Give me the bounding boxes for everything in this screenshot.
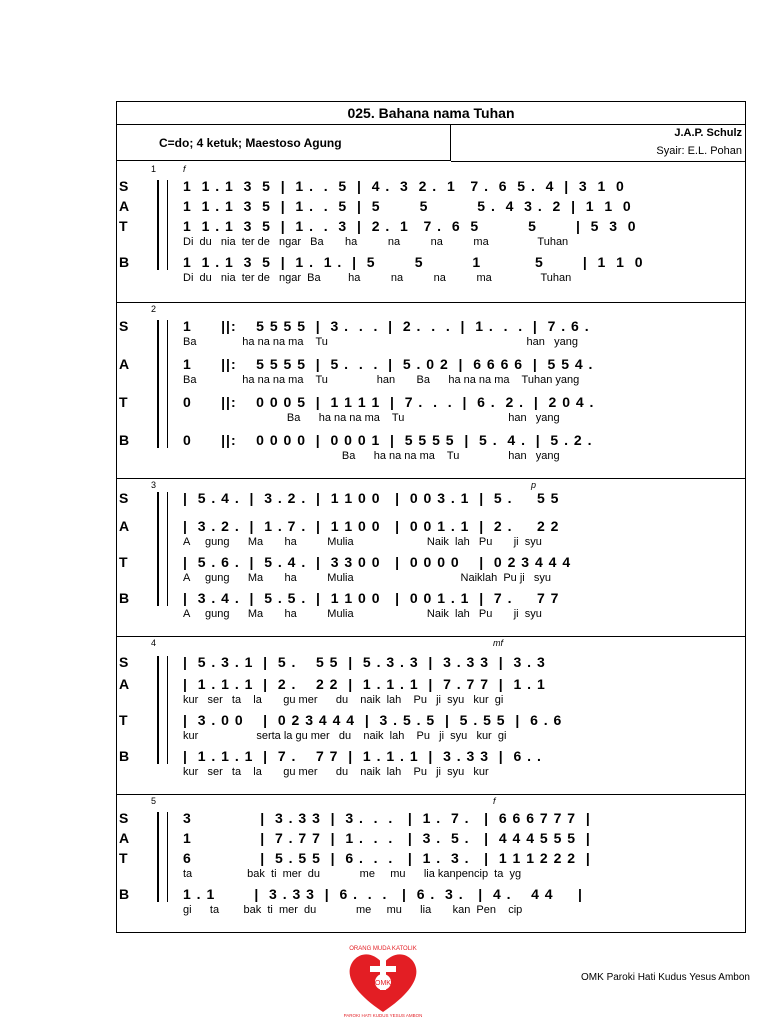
logo-top-text: ORANG MUDA KATOLIK — [349, 946, 417, 952]
notation-line: 1 | 7 . 7 7 | 1 . . . | 3 . 5 . | 4 4 4 5 5 5 | — [183, 830, 591, 846]
lyrics-line: A gung Ma ha Mulia Naik lah Pu ji syu — [183, 536, 542, 548]
voice-label: S — [119, 318, 129, 334]
voice-label: B — [119, 886, 130, 902]
song-title: 025. Bahana nama Tuhan — [117, 102, 745, 125]
notation-line: | 3 . 0 0 | 0 2 3 4 4 4 | 3 . 5 . 5 | 5 . 5 5 | 6 . 6 — [183, 712, 563, 728]
notation-line: 1 1 . 1 3 5 | 1 . . 5 | 4 . 3 2 . 1 7 . 6 5 . 4 | 3 1 0 — [183, 178, 625, 194]
voice-label: T — [119, 394, 128, 410]
notation-line: | 5 . 4 . | 3 . 2 . | 1 1 0 0 | 0 0 3 . 1 | 5 . 5 5 — [183, 490, 560, 506]
notation-line: 1 . 1 | 3 . 3 3 | 6 . . . | 6 . 3 . | 4 . 4 4 | — [183, 886, 583, 902]
lyrics-line: Di du nia ter de ngar Ba ha na na ma Tuhan — [183, 236, 569, 248]
system-brace — [157, 492, 168, 606]
score-system-4 — [117, 636, 745, 795]
notation-line: 1 1 . 1 3 5 | 1 . 1 . | 5 5 1 5 | 1 1 0 — [183, 254, 644, 270]
voice-label: A — [119, 356, 130, 372]
voice-label: B — [119, 748, 130, 764]
voice-label: A — [119, 830, 130, 846]
notation-line: 3 | 3 . 3 3 | 3 . . . | 1 . 7 . | 6 6 6 7 7 7 | — [183, 810, 591, 826]
voice-label: A — [119, 518, 130, 534]
notation-line: 1 ||: 5 5 5 5 | 3 . . . | 2 . . . | 1 . . . | 7 . 6 . — [183, 318, 590, 334]
voice-label: T — [119, 850, 128, 866]
lyrics-line: kur ser ta la gu mer du naik lah Pu ji syu kur — [183, 766, 489, 778]
lyrics-line: A gung Ma ha Mulia Naik lah Pu ji syu — [183, 608, 542, 620]
notation-line: | 5 . 6 . | 5 . 4 . | 3 3 0 0 | 0 0 0 0 | 0 2 3 4 4 4 — [183, 554, 572, 570]
voice-label: S — [119, 490, 129, 506]
dynamic-marking: f — [493, 796, 496, 806]
voice-label: B — [119, 432, 130, 448]
voice-label: B — [119, 254, 130, 270]
notation-line: | 1 . 1 . 1 | 2 . 2 2 | 1 . 1 . 1 | 7 . 7 7 | 1 . 1 — [183, 676, 546, 692]
score-system-3 — [117, 478, 745, 637]
lyrics-line: Ba ha na na ma Tu han Ba ha na na ma Tuhan yang — [183, 374, 580, 386]
dynamic-marking: mf — [493, 638, 503, 648]
composer: J.A.P. Schulz — [674, 127, 742, 139]
notation-line: | 3 . 4 . | 5 . 5 . | 1 1 0 0 | 0 0 1 . 1 | 7 . 7 7 — [183, 590, 560, 606]
notation-line: 1 ||: 5 5 5 5 | 5 . . . | 5 . 0 2 | 6 6 6 6 | 5 5 4 . — [183, 356, 594, 372]
credits — [451, 125, 746, 162]
system-number: 2 — [151, 304, 157, 314]
omk-logo — [340, 942, 426, 1018]
system-brace — [157, 656, 168, 764]
footer-credit: OMK Paroki Hati Kudus Yesus Ambon — [581, 972, 750, 983]
notation-line: 1 1 . 1 3 5 | 1 . . 3 | 2 . 1 7 . 6 5 5 | 5 3 0 — [183, 218, 637, 234]
system-brace — [157, 320, 168, 448]
notation-line: 0 ||: 0 0 0 0 | 0 0 0 1 | 5 5 5 5 | 5 . 4 . | 5 . 2 . — [183, 432, 593, 448]
lyricist: Syair: E.L. Pohan — [656, 145, 742, 157]
voice-label: T — [119, 712, 128, 728]
dynamic-marking: p — [531, 480, 537, 490]
notation-line: 6 | 5 . 5 5 | 6 . . . | 1 . 3 . | 1 1 1 2 2 2 | — [183, 850, 591, 866]
lyrics-line: Di du nia ter de ngar Ba ha na na ma Tuhan — [183, 272, 572, 284]
system-brace — [157, 180, 168, 270]
lyrics-line: kur serta la gu mer du naik lah Pu ji syu kur gi — [183, 730, 507, 742]
dynamic-marking: f — [183, 164, 186, 174]
notation-line: 1 1 . 1 3 5 | 1 . . 5 | 5 5 5 . 4 3 . 2 | 1 1 0 — [183, 198, 632, 214]
notation-line: 0 ||: 0 0 0 5 | 1 1 1 1 | 7 . . . | 6 . 2 . | 2 0 4 . — [183, 394, 595, 410]
system-number: 4 — [151, 638, 157, 648]
system-number: 5 — [151, 796, 157, 806]
logo-bottom-text: PAROKI HATI KUDUS YESUS AMBON — [343, 1013, 423, 1018]
lyrics-line: ta bak ti mer du me mu lia kanpencip ta yg — [183, 868, 522, 880]
voice-label: A — [119, 676, 130, 692]
key-info: C=do; 4 ketuk; Maestoso Agung — [117, 125, 451, 161]
lyrics-line: Ba ha na na ma Tu han yang — [183, 450, 560, 462]
voice-label: A — [119, 198, 130, 214]
lyrics-line: Ba ha na na ma Tu han yang — [183, 412, 560, 424]
notation-line: | 1 . 1 . 1 | 7 . 7 7 | 1 . 1 . 1 | 3 . 3 3 | 6 . . — [183, 748, 542, 764]
score-system-1 — [117, 162, 745, 303]
lyrics-line: gi ta bak ti mer du me mu lia kan Pen cip — [183, 904, 523, 916]
voice-label: S — [119, 654, 129, 670]
score-frame — [116, 101, 746, 933]
voice-label: B — [119, 590, 130, 606]
system-number: 3 — [151, 480, 157, 490]
voice-label: S — [119, 810, 129, 826]
lyrics-line: Ba ha na na ma Tu han yang — [183, 336, 578, 348]
voice-label: T — [119, 218, 128, 234]
lyrics-line: A gung Ma ha Mulia Naiklah Pu ji syu — [183, 572, 552, 584]
voice-label: T — [119, 554, 128, 570]
lyrics-line: kur ser ta la gu mer du naik lah Pu ji syu kur gi — [183, 694, 504, 706]
notation-line: | 5 . 3 . 1 | 5 . 5 5 | 5 . 3 . 3 | 3 . 3 3 | 3 . 3 — [183, 654, 546, 670]
notation-line: | 3 . 2 . | 1 . 7 . | 1 1 0 0 | 0 0 1 . 1 | 2 . 2 2 — [183, 518, 560, 534]
system-number: 1 — [151, 164, 157, 174]
score-system-2 — [117, 302, 745, 479]
logo-mid-text: OMK — [375, 980, 391, 987]
voice-label: S — [119, 178, 129, 194]
system-brace — [157, 812, 168, 902]
score-system-5 — [117, 794, 745, 934]
